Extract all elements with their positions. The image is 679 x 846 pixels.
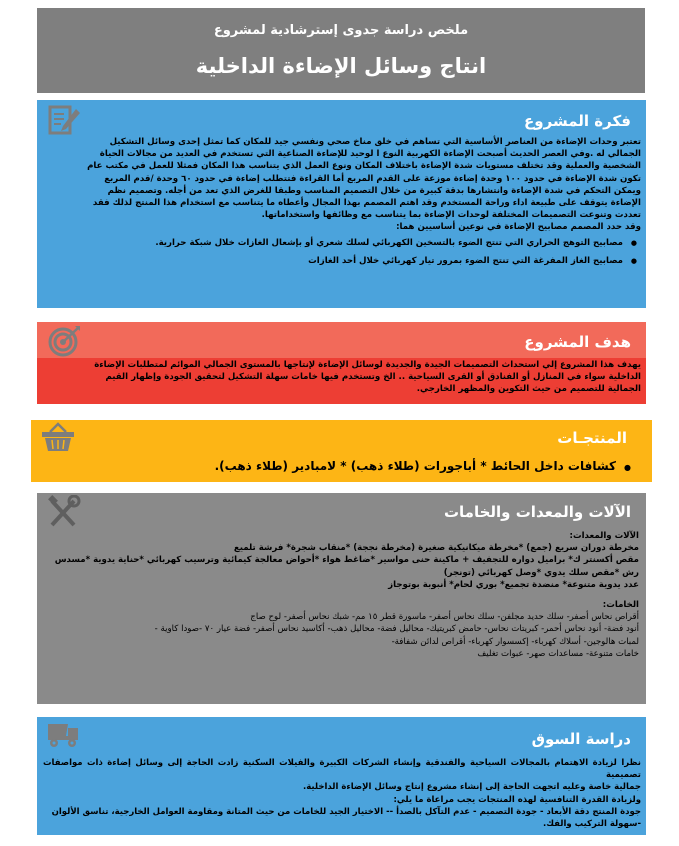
tools-title: الآلات والمعدات والخامات — [443, 503, 631, 521]
document-subtitle: ملخص دراسة جدوى إسترشادية لمشروع — [213, 23, 469, 38]
goal-line: يهدف هذا المشروع إلي استحداث التصميمات الجيدة والجديدة لوسائل الإضاءة لإنتاجها بالمستوى الجمالي الموائم لمتطلبات الإضاءة — [94, 360, 641, 370]
document-title: انتاج وسائل الإضاءة الداخلية — [195, 54, 487, 78]
idea-bullet: ● مصابيح التوهج الحراري التي تنتج الضوء بالتسخين الكهربائي لسلك شعري أو بإشعال الغازات خلال شبكة حرارية. — [43, 237, 623, 249]
equipment-line: مقص أكسنتر ك* براميل دواره للتجفيف + ماكينة حنى مواسير *ضاغط هواء *أحواض معالجة كيمائية وترسيب كهربائي *حناية يدوية *مسدس — [54, 555, 639, 566]
idea-body — [43, 136, 641, 267]
market-line: جودة المنتج دقة الأبعاد - جودة التصميم - عدم التآكل بالصدأ -- الاختيار الجيد للخامات من حيث المتانة ومقاومة العوامل الخارجية، تناسق الألوان — [51, 806, 641, 817]
idea-title: فكرة المشروع — [524, 112, 631, 130]
market-line: ولزيادة القدرة التنافسية لهذه المنتجات يجب مراعاة ما يلي: — [393, 794, 641, 805]
idea-line: الشخصية والعملية وقد تختلف مستويات شدة الإضاءة باختلاف المكان ونوع العمل الذي يتناسب هذا المكان فمثلا للعمل في مكتب عام — [87, 161, 641, 172]
idea-line: الجمالي له .وفي العصر الحديث أصبحت الإضاءة الكهربية النوع ا لوحيد للإضاءة الصناعية التي تستخدم في العديد من مجالات الحياة — [99, 149, 641, 160]
products-item: ●كشافات داخل الحائط * أباجورات (طلاء ذهب) * لامبادير (طلاء ذهب). — [214, 459, 631, 473]
basket-icon — [40, 420, 76, 454]
materials-heading: الخامات: — [602, 600, 639, 611]
goal-title: هدف المشروع — [524, 333, 631, 351]
idea-line: الإضاءة يتوقف على طبيعة اداء وراحة المستخدم وقد اهتم المصمم بهذا المجال وأعطاه ما يتناسب مع استخدام هذا المنتج لذلك فقد — [92, 198, 641, 209]
idea-line: تعددت وتنوعت التصميمات المختلفة لوحدات الإضاءة بما يتناسب مع وظائفها واستخداماتها. — [261, 210, 641, 221]
tools-body — [43, 530, 639, 660]
idea-line: ويمكن التحكم في شدة الإضاءة وانتشارها بدقة كبيرة من خلال التصميم المناسب وطبقا للغرض الذي تعد من أجله. وتصميم نظم — [107, 185, 641, 196]
target-icon — [46, 324, 82, 358]
market-line: جمالية خاصة وعليه اتجهت الحاجة إلى إنشاء مشروع إنتاج وسائل الإضاءة الداخلية. — [303, 782, 641, 793]
idea-bullet: ● مصابيح الغاز المفرغة التي تنتج الضوء بمرور تيار كهربائي خلال أحد الغازات — [43, 255, 623, 267]
materials-line: أنود فضة- أنود نحاس أحمر- كبريتات نحاس- حامض كبريتيك- محاليل فضة- محاليل ذهب- أكاسيد نحاس أصفر- فضة عيار ٧٠ -صودا كاوية - — [154, 624, 639, 635]
goal-line: الجمالية للتصميم من حيث التكوين والمظهر الخارجي. — [416, 384, 641, 395]
idea-line: تعتبر وحدات الإضاءة من العناصر الأساسية التي تساهم في خلق مناخ صحي ونفسي جيد للمكان كما تمثل إحدى وسائل التشكيل — [109, 137, 641, 147]
header-banner — [37, 8, 645, 93]
goal-body — [43, 359, 641, 396]
equipment-heading: الآلات والمعدات: — [569, 531, 639, 541]
materials-line: لمبات هالوجين- أسلاك كهرباء- إكسسوار كهرباء- أقراص لدائن شفافة- — [391, 636, 639, 647]
tools-icon — [46, 495, 82, 529]
goal-line: الداخلية سواء في المنازل أو الفنادق أو القرى السياحية .. الخ وتستخدم فيها خامات سهلة التشكيل لتحقيق الجودة وإظهار القيم — [105, 372, 641, 383]
equipment-line: عدد يدوية متنوعة* منضدة تجميع* بوري لحام* أنبوبة بوتوجاز — [388, 579, 639, 590]
products-title: المنتجـات — [557, 429, 627, 447]
dump-truck-icon — [46, 716, 82, 750]
idea-line: تكون شدة الإضاءة في حدود ١٠٠ وحدة إضاءة موزعة على القدم المربع أما القراءة فتتطلب إضاءة في حدود ٦٠ وحدة /قدم المربع — [104, 173, 641, 184]
equipment-line: رش *مقص سلك يدوي *وصل كهربائي (تونجر) — [443, 567, 639, 578]
market-line: -سهولة التركيب والفك. — [542, 819, 641, 830]
materials-line: خامات متنوعة- مساعدات صهر- عبوات تغليف — [477, 648, 639, 659]
market-body — [43, 757, 641, 830]
products-list-text: كشافات داخل الحائط * أباجورات (طلاء ذهب) * لامبادير (طلاء ذهب). — [214, 459, 617, 473]
market-title: دراسة السوق — [531, 730, 631, 748]
equipment-line: مخرطة دوران سريع (جمع) *مخرطة ميكانيكية صغيرة (مخرطة نججة) *منقاب شجرة* فرشة تلميع — [233, 543, 639, 554]
idea-line: وقد حدد المصمم مصابيح الإضاءة في نوعين أساسيين هما: — [396, 222, 641, 233]
pencil-paper-icon — [46, 103, 82, 137]
market-line: نظرا لزيادة الاهتمام بالمجالات السياحية والفندقية وإنشاء الشركات الكبيرة والفيلات السكنية زادت الحاجة إلى وسائل إضاءة ذات مواصفات تصميمية — [43, 758, 641, 781]
materials-line: أقراص نحاس أصفر- سلك حديد مجلفن- سلك نحاس أصفر- ماسورة قطر ١٥ مم- شبك نحاس أصفر- لوح صاج — [250, 612, 639, 623]
